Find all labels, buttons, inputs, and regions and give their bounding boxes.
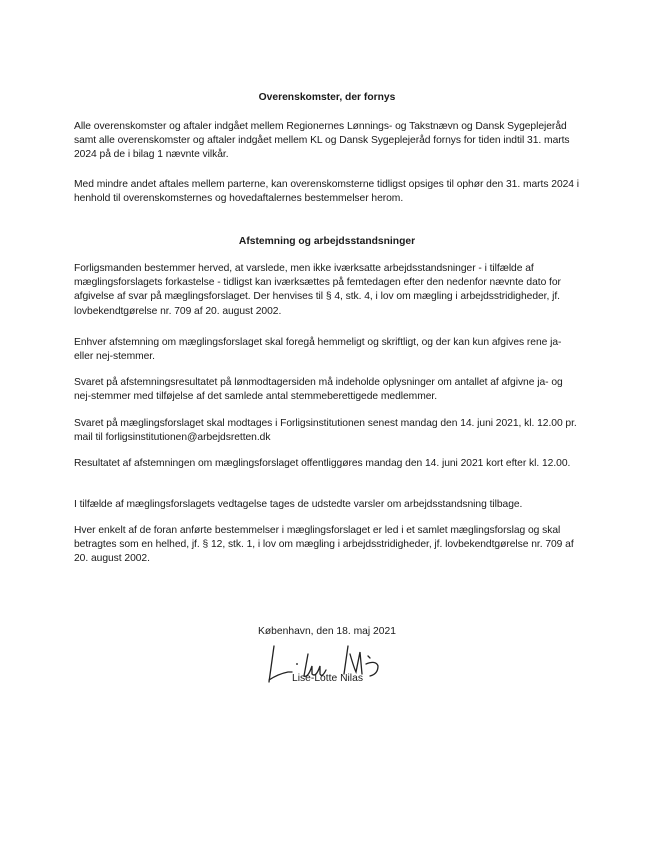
paragraph: Enhver afstemning om mæglingsforslaget skal foregå hemmeligt og skriftligt, og der kan kun afgives rene ja- eller nej-stemmer. xyxy=(74,337,562,363)
paragraph: Resultatet af afstemningen om mæglingsforslaget offentliggøres mandag den 14. juni 2021 kort efter kl. 12.00. xyxy=(74,458,571,469)
section-heading-afstemning: Afstemning og arbejdsstandsninger xyxy=(238,236,416,247)
signature-block xyxy=(240,626,440,696)
paragraph: Forligsmanden bestemmer herved, at varslede, men ikke iværksatte arbejdsstandsninger - i tilfælde af mæglingsforslagets forkastelse - tidligst kan iværksættes på femtedagen efter den nedenfor nævnte dato for afgivelse af svar på mæglingsforslaget. Der henvises til § 4, stk. 4, i lov om mægling i arbejdsstridigheder, jf. lovbekendtgørelse nr. 709 af 20. august 2002. xyxy=(74,263,561,317)
paragraph: Svaret på mæglingsforslaget skal modtages i Forligsinstitutionen senest mandag den 14. juni 2021, kl. 12.00 pr. mail til forligsinstitutionen@arbejdsretten.dk xyxy=(74,418,577,444)
signer-name: Lise-Lotte Nilas xyxy=(292,673,363,684)
paragraph: Alle overenskomster og aftaler indgået mellem Regionernes Lønnings- og Takstnævn og Dansk Sygeplejeråd samt alle overenskomster og aftaler indgået mellem KL og Dansk Sygeplejeråd fornys for tiden indtil 31. marts 2024 på de i bilag 1 nævnte vilkår. xyxy=(74,121,570,161)
paragraph: I tilfælde af mæglingsforslagets vedtagelse tages de udstedte varsler om arbejdsstandsning tilbage. xyxy=(74,499,523,510)
place-and-date: København, den 18. maj 2021 xyxy=(258,626,396,637)
paragraph: Svaret på afstemningsresultatet på lønmodtagersiden må indeholde oplysninger om antallet af afgivne ja- og nej-stemmer med tilføjelse af det samlede antal stemmeberettigede medlemmer. xyxy=(74,377,563,403)
paragraph: Hver enkelt af de foran anførte bestemmelser i mæglingsforslaget er led i et samlet mæglingsforslag og skal betragtes som en helhed, jf. § 12, stk. 1, i lov om mægling i arbejdsstridigheder, jf. lovbekendtgørelse nr. 709 af 20. august 2002. xyxy=(74,525,574,565)
paragraph: Med mindre andet aftales mellem parterne, kan overenskomsterne tidligst opsiges til ophør den 31. marts 2024 i henhold til overenskomsternes og hovedaftalernes bestemmelser herom. xyxy=(74,179,580,205)
section-heading-overenskomster: Overenskomster, der fornys xyxy=(258,92,396,103)
